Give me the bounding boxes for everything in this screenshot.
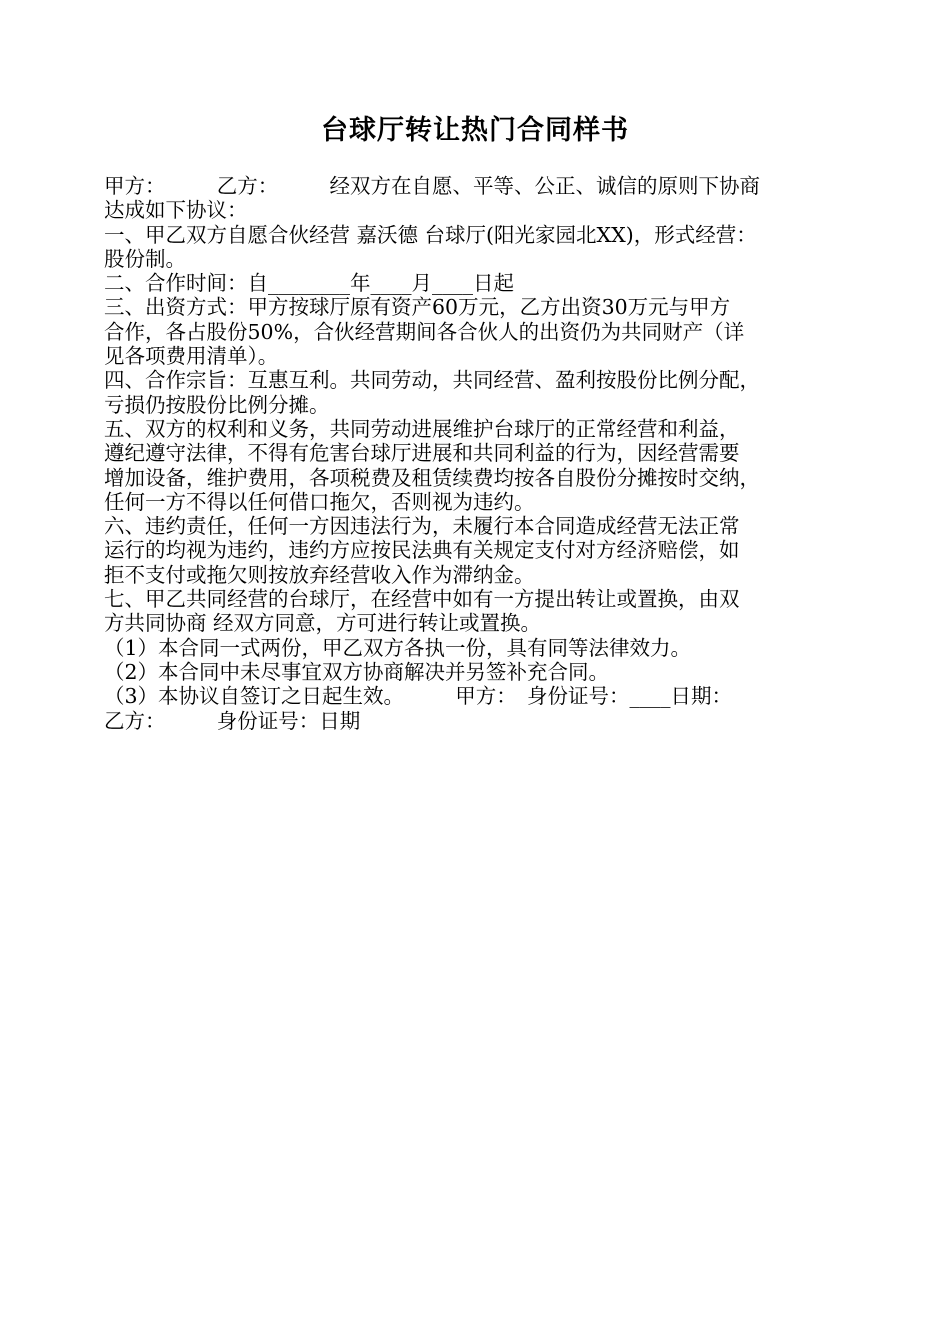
text-line: 一、甲乙双方自愿合伙经营 嘉沃德 台球厅(阳光家园北XX)，形式经营： [104, 222, 757, 247]
text-line: 增加设备，维护费用，各项税费及租赁续费均按各自股份分摊按时交纳， [104, 465, 760, 490]
text-line: 甲方： 乙方： 经双方在自愿、平等、公正、诚信的原则下协商 [104, 174, 760, 198]
text-line: （1）本合同一式两份，甲乙双方各执一份，具有同等法律效力。 [104, 635, 692, 660]
text-line: 三、出资方式：甲方按球厅原有资产60万元，乙方出资30万元与甲方 [104, 295, 731, 320]
text-line: 六、违约责任，任何一方因违法行为，未履行本合同造成经营无法正常 [104, 514, 740, 539]
text-line: 任何一方不得以任何借口拖欠，否则视为违约。 [104, 489, 535, 514]
text-line: 乙方： 身份证号：日期 [104, 708, 361, 733]
text-line: 合作，各占股份50%，合伙经营期间各合伙人的出资仍为共同财产（详 [104, 319, 745, 344]
text-line: 见各项费用清单）。 [104, 344, 279, 369]
text-line: （3）本协议自签订之日起生效。 甲方： 身份证号：____日期： [104, 684, 733, 709]
text-line: 方共同协商 经双方同意，方可进行转让或置换。 [104, 611, 542, 636]
document-body [104, 174, 864, 733]
text-line: 亏损仍按股份比例分摊。 [104, 392, 330, 417]
text-line: 运行的均视为违约，违约方应按民法典有关规定支付对方经济赔偿，如 [104, 538, 740, 563]
text-line: 五、双方的权利和义务，共同劳动进展维护台球厅的正常经营和利益， [104, 416, 740, 441]
text-line: 二、合作时间：自________年____月____日起 [104, 271, 514, 296]
text-line: （2）本合同中未尽事宜双方协商解决并另签补充合同。 [104, 659, 610, 684]
document-title: 台球厅转让热门合同样书 [321, 115, 629, 146]
text-line: 拒不支付或拖欠则按放弃经营收入作为滞纳金。 [104, 562, 535, 587]
text-line: 股份制。 [104, 246, 186, 271]
text-line: 达成如下协议： [104, 198, 248, 223]
text-line: 七、甲乙共同经营的台球厅，在经营中如有一方提出转让或置换，由双 [104, 587, 740, 612]
text-line: 遵纪遵守法律，不得有危害台球厅进展和共同利益的行为，因经营需要 [104, 441, 740, 466]
text-line: 四、合作宗旨：互惠互利。共同劳动，共同经营、盈利按股份比例分配， [104, 368, 760, 393]
